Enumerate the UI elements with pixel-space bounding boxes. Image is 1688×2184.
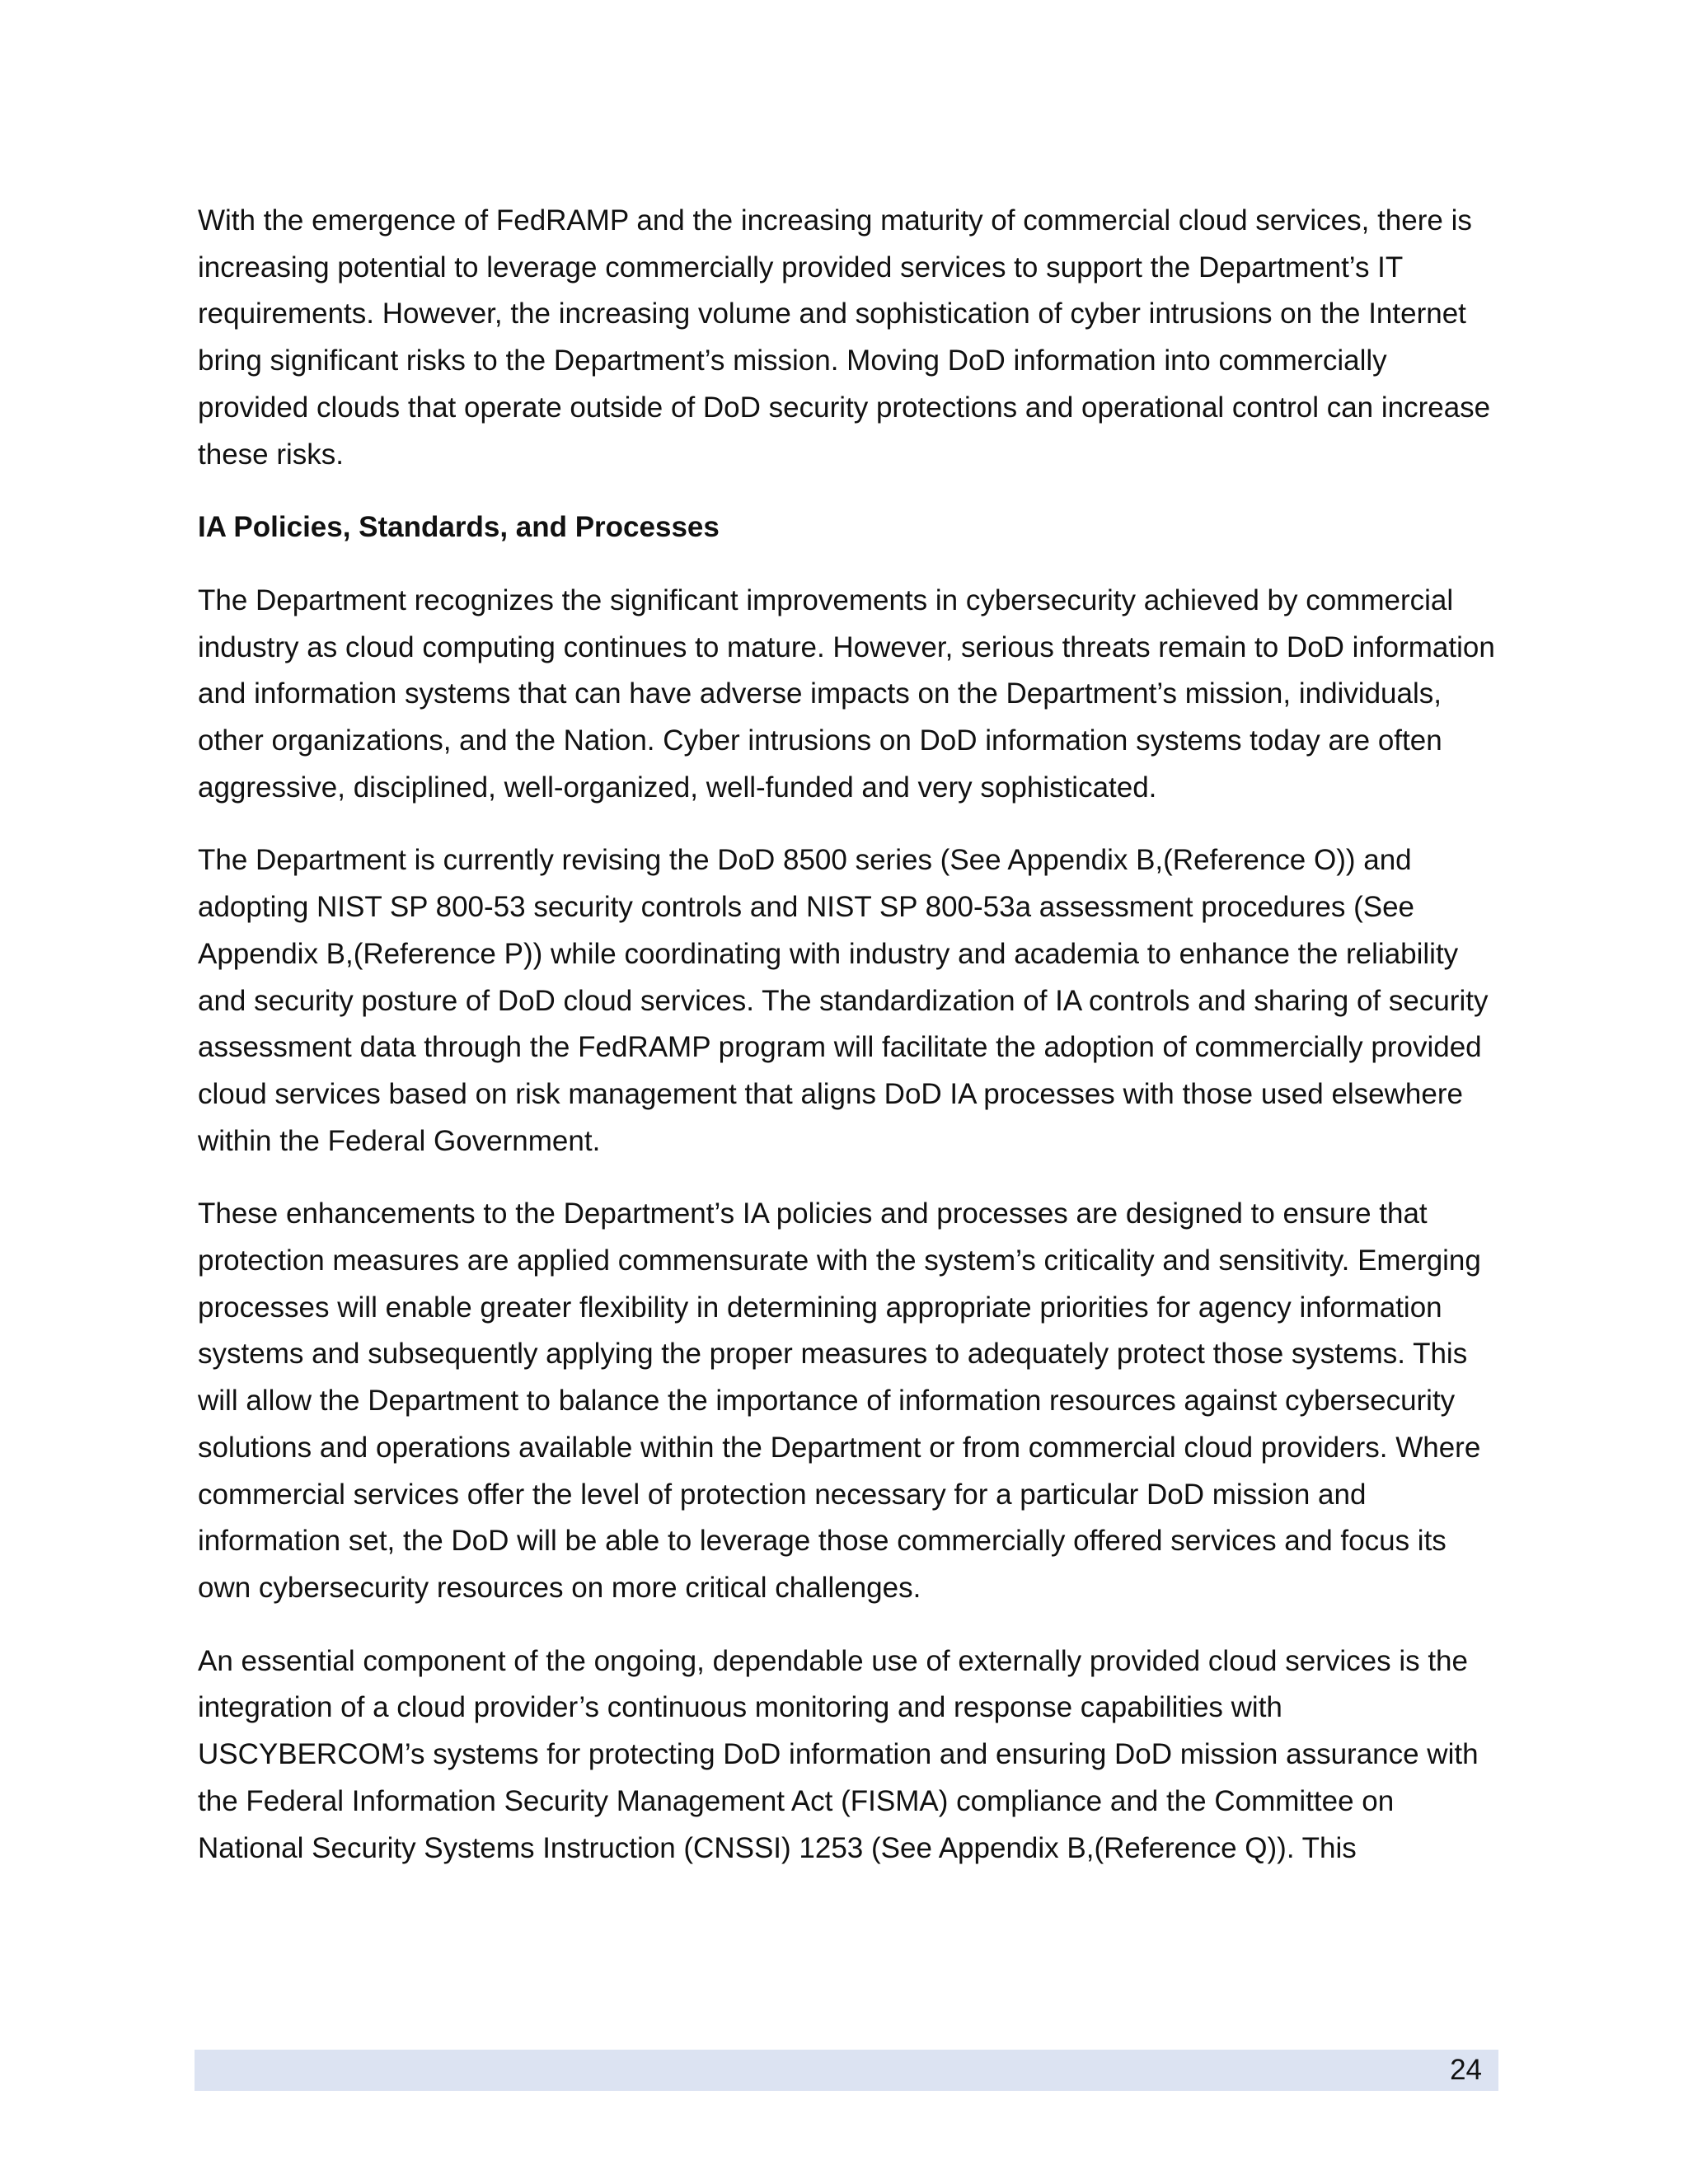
page-number: 24	[1450, 2054, 1482, 2086]
paragraph-continuous-monitoring: An essential component of the ongoing, dependable use of externally provided cloud services is the integration of a cloud provider’s continuous monitoring and response capabilities with USCYBERCOM’s systems for protecting DoD information and ensuring DoD mission assurance with the Federal Information Security Management Act (FISMA) compliance and the Committee on National Security Systems Instruction (CNSSI) 1253 (See Appendix B,(Reference Q)). This	[198, 1644, 1479, 1864]
paragraph-cybersecurity-threats: The Department recognizes the significant improvements in cybersecurity achieved by commercial industry as cloud computing continues to mature. However, serious threats remain to DoD information and information systems that can have adverse impacts on the Department’s mission, individuals, other organizations, and the Nation. Cyber intrusions on DoD information systems today are often aggressive, disciplined, well-organized, well-funded and very sophisticated.	[198, 583, 1495, 804]
paragraph-dod-8500-revision: The Department is currently revising the DoD 8500 series (See Appendix B,(Reference O)) and adopting NIST SP 800-53 security controls and NIST SP 800-53a assessment procedures (See Appendix B,(Reference P)) while coordinating with industry and academia to enhance the reliability and security posture of DoD cloud services. The standardization of IA controls and sharing of security assessment data through the FedRAMP program will facilitate the adoption of commercially provided cloud services based on risk management that aligns DoD IA processes with those used elsewhere within the Federal Government.	[198, 844, 1489, 1157]
page-body	[198, 198, 1502, 1898]
paragraph-ia-enhancements: These enhancements to the Department’s IA policies and processes are designed to ensure that protection measures are applied commensurate with the system’s criticality and sensitivity. Emerging processes will enable greater flexibility in determining appropriate priorities for agency information systems and subsequently applying the proper measures to adequately protect those systems. This will allow the Department to balance the importance of information resources against cybersecurity solutions and operations available within the Department or from commercial cloud providers. Where commercial services offer the level of protection necessary for a particular DoD mission and information set, the DoD will be able to leverage those commercially offered services and focus its own cybersecurity resources on more critical challenges.	[198, 1197, 1481, 1604]
page-footer-bar	[195, 2050, 1498, 2091]
paragraph-fedramp-emergence: With the emergence of FedRAMP and the increasing maturity of commercial cloud services, there is increasing potential to leverage commercially provided services to support the Department’s IT requirements. However, the increasing volume and sophistication of cyber intrusions on the Internet bring significant risks to the Department’s mission. Moving DoD information into commercially provided clouds that operate outside of DoD security protections and operational control can increase these risks.	[198, 204, 1491, 471]
section-heading: IA Policies, Standards, and Processes	[198, 511, 720, 544]
